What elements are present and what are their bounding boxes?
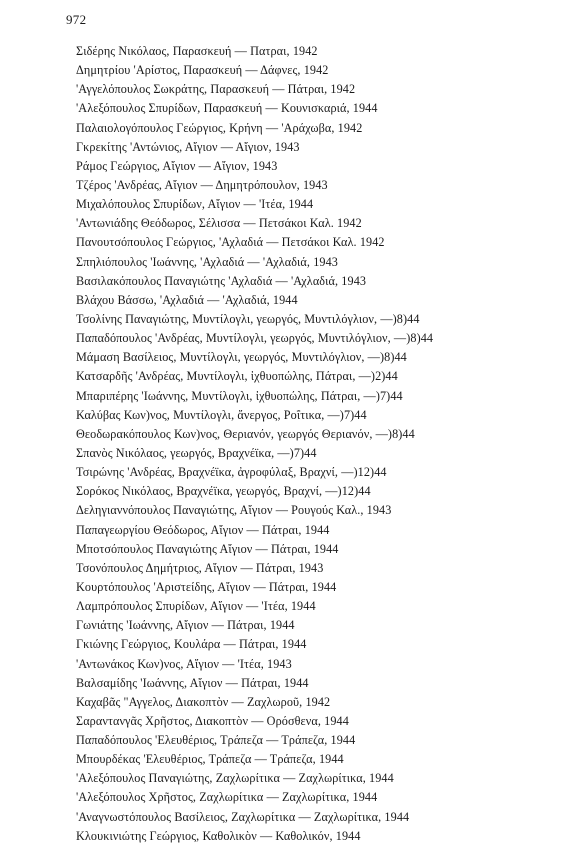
list-item: Σιδέρης Νικόλαος, Παρασκευή — Πατραι, 1942 [76, 44, 318, 58]
list-item: 'Αλεξόπουλος Χρῆστος, Ζαχλωρίτικα — Ζαχλωρίτικα, 1944 [76, 790, 378, 805]
list-item: Μποτσόπουλος Παναγιώτης Αἴγιον — Πάτραι, 1944 [76, 541, 339, 556]
list-item: Βαλσαμίδης 'Ιωάννης, Αἴγιον — Πάτραι, 1944 [76, 675, 309, 690]
list-item: 'Αντωνάκος Κων)νος, Αἴγιον — 'Ιτέα, 1943 [76, 656, 292, 671]
list-item: Μιχαλόπουλος Σπυρίδων, Αἴγιον — 'Ιτέα, 1944 [76, 197, 314, 212]
list-item: Πανουτσόπουλος Γεώργιος, 'Αχλαδιά — Πετσάκοι Καλ. 1942 [76, 235, 385, 250]
list-item: Δεληγιαννόπουλος Παναγιώτης, Αἴγιον — Ρουγούς Καλ., 1943 [76, 503, 392, 518]
page-number: 972 [66, 12, 87, 27]
list-item: Κλουκινιώτης Γεώργιος, Καθολικὸν — Καθολικόν, 1944 [76, 828, 361, 843]
list-item: Σαραντανγᾶς Χρῆστος, Διακοπτὸν — Ορόσθενα, 1944 [76, 713, 349, 728]
list-item: Σπανὸς Νικόλαος, γεωργός, Βραχνέϊκα, —)7)44 [76, 445, 317, 460]
list-item: Μπουρδέκας 'Ελευθέριος, Τράπεζα — Τράπεζα, 1944 [76, 752, 344, 767]
list-item: Σπηλιόπουλος 'Ιωάννης, 'Αχλαδιά — 'Αχλαδιά, 1943 [76, 254, 338, 269]
list-item: Γωνιάτης 'Ιωάννης, Αἴγιον — Πάτραι, 1944 [76, 618, 295, 633]
list-item: Καλύβας Κων)νος, Μυντίλογλι, ἄνεργος, Ροΐτικα, —)7)44 [76, 407, 367, 422]
list-item: 'Αλεξόπουλος Σπυρίδων, Παρασκευή — Κουνισκαριά, 1944 [76, 101, 378, 116]
list-item: Παπαδόπουλος 'Ελευθέριος, Τράπεζα — Τράπεζα, 1944 [76, 733, 356, 748]
list-item: Δημητρίου 'Αρίστος, Παρασκευή — Δάφνες, 1942 [76, 63, 329, 78]
list-item: Λαμπρόπουλος Σπυρίδων, Αἴγιον — 'Ιτέα, 1944 [76, 599, 316, 614]
list-item: Μπαριπέρης 'Ιωάννης, Μυντίλογλι, ἰχθυοπώλης, Πάτραι, —)7)44 [76, 388, 403, 403]
list-item: Κατσαρδῆς 'Ανδρέας, Μυντίλογλι, ἰχθυοπώλης, Πάτραι, —)2)44 [76, 369, 398, 384]
list-item: Ράμος Γεώργιος, Αἴγιον — Αἴγιον, 1943 [76, 158, 278, 173]
list-item: Σορόκος Νικόλαος, Βραχνέϊκα, γεωργός, Βραχνί, —)12)44 [76, 484, 371, 499]
list-item: Μάμαση Βασίλειος, Μυντίλογλι, γεωργός, Μυντιλόγλιον, —)8)44 [76, 350, 407, 365]
list-item: Τζέρος 'Ανδρέας, Αἴγιον — Δημητρόπουλον, 1943 [76, 177, 328, 192]
list-item: Καχαβᾶς "Αγγελος, Διακοπτὸν — Ζαχλωροῦ, 1942 [76, 694, 331, 709]
list-item: Γκιώνης Γεώργιος, Κουλάρα — Πάτραι, 1944 [76, 637, 307, 652]
list-item: Τσολίνης Παναγιώτης, Μυντίλογλι, γεωργός, Μυντιλόγλιον, —)8)44 [76, 311, 420, 326]
list-item: Τσιρώνης 'Ανδρέας, Βραχνέϊκα, ἀγροφύλαξ, Βραχνί, —)12)44 [76, 465, 387, 480]
list-item: 'Αναγνωστόπουλος Βασίλειος, Ζαχλωρίτικα — Ζαχλωρίτικα, 1944 [76, 809, 410, 824]
list-item: Παπαγεωργίου Θεόδωρος, Αἴγιον — Πάτραι, 1944 [76, 522, 330, 537]
list-item: Θεοδωρακόπουλος Κων)νος, Θεριανόν, γεωργός Θεριανόν, —)8)44 [76, 426, 415, 441]
list-item: 'Αλεξόπουλος Παναγιώτης, Ζαχλωρίτικα — Ζαχλωρίτικα, 1944 [76, 771, 394, 786]
list-item: Βλάχου Βάσσω, 'Αχλαδιά — 'Αχλαδιά, 1944 [76, 292, 298, 307]
list-item: Γκρεκίτης 'Αντώνιος, Αἴγιον — Αἴγιον, 1943 [76, 139, 300, 154]
entry-list [76, 42, 546, 846]
list-item: Παλαιολογόπουλος Γεώργιος, Κρήνη — 'Αράχωβα, 1942 [76, 120, 363, 135]
list-item: Βασιλακόπουλος Παναγιώτης 'Αχλαδιά — 'Αχλαδιά, 1943 [76, 273, 367, 288]
list-item: Κουρτόπουλος 'Αριστείδης, Αἴγιον — Πάτραι, 1944 [76, 579, 337, 594]
list-item: 'Αντωνιάδης Θεόδωρος, Σέλισσα — Πετσάκοι Καλ. 1942 [76, 216, 362, 231]
list-item: Παπαδόπουλος 'Ανδρέας, Μυντίλογλι, γεωργός, Μυντιλόγλιον, —)8)44 [76, 331, 434, 346]
list-item: 'Αγγελόπουλος Σωκράτης, Παρασκευή — Πάτραι, 1942 [76, 82, 356, 97]
list-item: Τσονόπουλος Δημήτριος, Αἴγιον — Πάτραι, 1943 [76, 560, 324, 575]
